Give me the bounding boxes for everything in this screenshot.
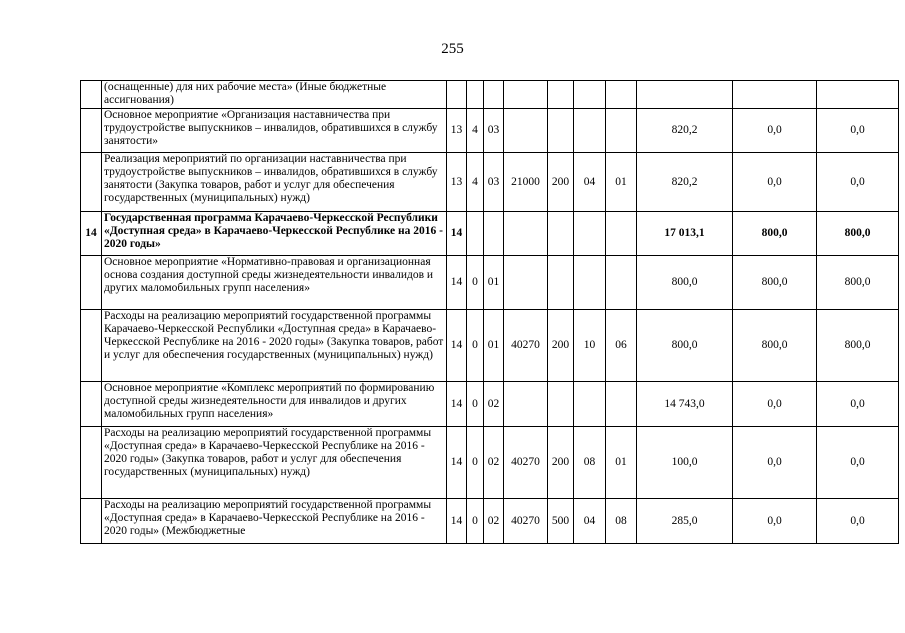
subsection-cell: [606, 212, 637, 256]
item-name-cell: Основное мероприятие «Комплекс мероприятий по формированию доступной среды жизнедеятельности для инвалидов и других маломобильных групп населения»: [102, 382, 447, 427]
measure-code-cell: [484, 212, 504, 256]
amount-year1-cell: 17 013,1: [637, 212, 733, 256]
amount-year3-cell: 0,0: [817, 382, 899, 427]
amount-year3-cell: 800,0: [817, 310, 899, 382]
item-name-cell: Расходы на реализацию мероприятий государственной программы «Доступная среда» в Карачаево-Черкесской Республике на 2016 - 2020 годы» (Межбюджетные: [102, 499, 447, 544]
amount-year1-cell: 800,0: [637, 256, 733, 310]
row-number-cell: [81, 109, 102, 153]
item-name-cell: (оснащенные) для них рабочие места» (Иные бюджетные ассигнования): [102, 81, 447, 109]
subsection-cell: 01: [606, 153, 637, 212]
amount-year2-cell: 800,0: [733, 256, 817, 310]
amount-year1-cell: 14 743,0: [637, 382, 733, 427]
subprogram-code-cell: [467, 81, 484, 109]
amount-year1-cell: 800,0: [637, 310, 733, 382]
program-code-cell: 13: [447, 153, 467, 212]
table-row: [81, 310, 899, 382]
program-code-cell: 14: [447, 499, 467, 544]
subsection-cell: [606, 81, 637, 109]
expense-type-cell: 200: [548, 310, 574, 382]
expense-type-cell: 500: [548, 499, 574, 544]
program-code-cell: 14: [447, 427, 467, 499]
section-cell: [574, 382, 606, 427]
item-name-cell: Расходы на реализацию мероприятий государственной программы «Доступная среда» в Карачаево-Черкесской Республике на 2016 - 2020 годы» (Закупка товаров, работ и услуг для обеспечения государственных (муниципальных) нужд): [102, 427, 447, 499]
expense-type-cell: [548, 382, 574, 427]
row-number-cell: 14: [81, 212, 102, 256]
expense-direction-cell: 40270: [504, 310, 548, 382]
item-name-cell: Основное мероприятие «Нормативно-правовая и организационная основа создания доступной среды жизнедеятельности инвалидов и других маломобильных групп населения»: [102, 256, 447, 310]
table-row: [81, 212, 899, 256]
expense-type-cell: [548, 81, 574, 109]
table-row: [81, 109, 899, 153]
program-code-cell: 14: [447, 212, 467, 256]
expense-direction-cell: [504, 109, 548, 153]
amount-year2-cell: 0,0: [733, 153, 817, 212]
subprogram-code-cell: 4: [467, 109, 484, 153]
program-code-cell: 14: [447, 310, 467, 382]
amount-year3-cell: 0,0: [817, 427, 899, 499]
expense-type-cell: [548, 109, 574, 153]
item-name-cell: Государственная программа Карачаево-Черкесской Республики «Доступная среда» в Карачаево-Черкесской Республике на 2016 - 2020 годы»: [102, 212, 447, 256]
subsection-cell: 08: [606, 499, 637, 544]
row-number-cell: [81, 81, 102, 109]
item-name-cell: Реализация мероприятий по организации наставничества при трудоустройстве выпускников – инвалидов, обратившихся в службу занятости (Закупка товаров, работ и услуг для обеспечения государственных (муниципальных) нужд): [102, 153, 447, 212]
amount-year3-cell: 0,0: [817, 499, 899, 544]
expense-type-cell: [548, 256, 574, 310]
budget-table: [80, 80, 899, 544]
expense-direction-cell: 21000: [504, 153, 548, 212]
subsection-cell: 06: [606, 310, 637, 382]
measure-code-cell: 01: [484, 256, 504, 310]
amount-year2-cell: 0,0: [733, 499, 817, 544]
amount-year2-cell: 800,0: [733, 212, 817, 256]
row-number-cell: [81, 153, 102, 212]
expense-type-cell: [548, 212, 574, 256]
section-cell: [574, 109, 606, 153]
row-number-cell: [81, 256, 102, 310]
subsection-cell: [606, 256, 637, 310]
measure-code-cell: 02: [484, 499, 504, 544]
row-number-cell: [81, 427, 102, 499]
subprogram-code-cell: 4: [467, 153, 484, 212]
section-cell: [574, 212, 606, 256]
table-row: [81, 256, 899, 310]
section-cell: 10: [574, 310, 606, 382]
amount-year2-cell: 0,0: [733, 427, 817, 499]
subsection-cell: [606, 109, 637, 153]
table-row: [81, 499, 899, 544]
table-row: [81, 427, 899, 499]
amount-year2-cell: 0,0: [733, 109, 817, 153]
table-row: [81, 81, 899, 109]
amount-year3-cell: 800,0: [817, 212, 899, 256]
measure-code-cell: 02: [484, 427, 504, 499]
subprogram-code-cell: 0: [467, 382, 484, 427]
subprogram-code-cell: 0: [467, 310, 484, 382]
amount-year1-cell: 820,2: [637, 109, 733, 153]
amount-year1-cell: 285,0: [637, 499, 733, 544]
page-number: 255: [441, 41, 464, 57]
section-cell: 08: [574, 427, 606, 499]
section-cell: [574, 256, 606, 310]
amount-year1-cell: 820,2: [637, 153, 733, 212]
subsection-cell: 01: [606, 427, 637, 499]
subsection-cell: [606, 382, 637, 427]
subprogram-code-cell: 0: [467, 427, 484, 499]
amount-year3-cell: [817, 81, 899, 109]
amount-year2-cell: 800,0: [733, 310, 817, 382]
expense-direction-cell: [504, 382, 548, 427]
row-number-cell: [81, 499, 102, 544]
amount-year1-cell: [637, 81, 733, 109]
amount-year3-cell: 0,0: [817, 153, 899, 212]
expense-direction-cell: [504, 212, 548, 256]
measure-code-cell: 03: [484, 109, 504, 153]
measure-code-cell: [484, 81, 504, 109]
amount-year3-cell: 0,0: [817, 109, 899, 153]
item-name-cell: Расходы на реализацию мероприятий государственной программы Карачаево-Черкесской Республики «Доступная среда» в Карачаево-Черкесской Республике на 2016 - 2020 годы» (Закупка товаров, работ и услуг для обеспечения государственных (муниципальных) нужд): [102, 310, 447, 382]
section-cell: 04: [574, 153, 606, 212]
section-cell: 04: [574, 499, 606, 544]
expense-type-cell: 200: [548, 153, 574, 212]
amount-year1-cell: 100,0: [637, 427, 733, 499]
expense-direction-cell: [504, 256, 548, 310]
program-code-cell: [447, 81, 467, 109]
subprogram-code-cell: 0: [467, 499, 484, 544]
row-number-cell: [81, 310, 102, 382]
expense-direction-cell: 40270: [504, 499, 548, 544]
program-code-cell: 14: [447, 256, 467, 310]
amount-year2-cell: [733, 81, 817, 109]
measure-code-cell: 03: [484, 153, 504, 212]
table-row: [81, 382, 899, 427]
measure-code-cell: 01: [484, 310, 504, 382]
program-code-cell: 14: [447, 382, 467, 427]
amount-year3-cell: 800,0: [817, 256, 899, 310]
program-code-cell: 13: [447, 109, 467, 153]
item-name-cell: Основное мероприятие «Организация наставничества при трудоустройстве выпускников – инвалидов, обратившихся в службу занятости»: [102, 109, 447, 153]
measure-code-cell: 02: [484, 382, 504, 427]
row-number-cell: [81, 382, 102, 427]
expense-direction-cell: 40270: [504, 427, 548, 499]
table-row: [81, 153, 899, 212]
section-cell: [574, 81, 606, 109]
expense-direction-cell: [504, 81, 548, 109]
subprogram-code-cell: 0: [467, 256, 484, 310]
amount-year2-cell: 0,0: [733, 382, 817, 427]
subprogram-code-cell: [467, 212, 484, 256]
expense-type-cell: 200: [548, 427, 574, 499]
